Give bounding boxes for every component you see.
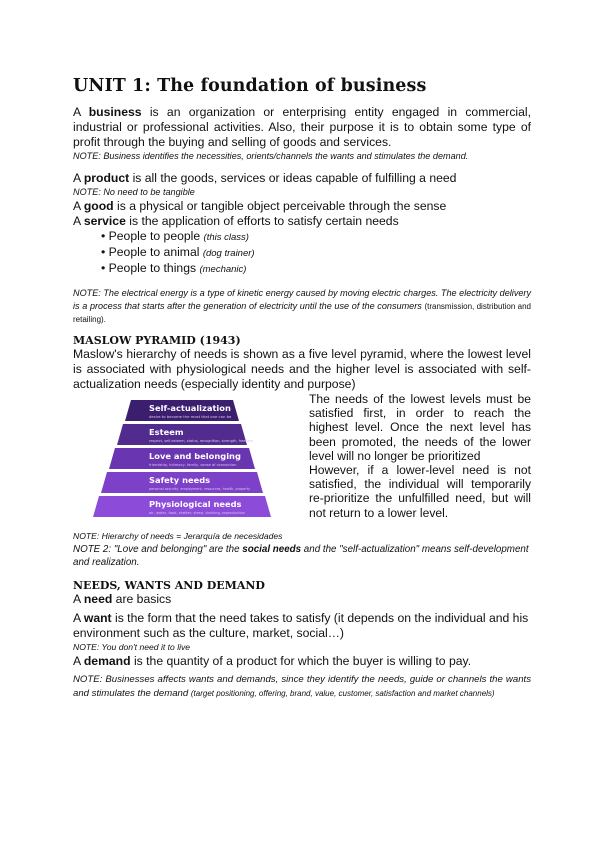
pyramid-label-5: Physiological needs xyxy=(149,499,242,509)
service-definition: A service is the application of efforts to satisfy certain needs xyxy=(73,214,399,228)
note-business: NOTE: Business identifies the necessities, orients/channels the wants and stimulates the demand. xyxy=(73,151,469,161)
term-social-needs: social needs xyxy=(242,543,302,555)
maslow-explanation xyxy=(309,392,531,520)
pyramid-sub-3: friendship, intimacy, family, sense of connection xyxy=(149,463,237,467)
pyramid-label-2: Esteem xyxy=(149,427,184,437)
pyramid-sub-5: air, water, food, shelter, sleep, clothing, reproduction xyxy=(149,511,245,515)
maslow-section xyxy=(73,392,531,520)
maslow-right-para-1: The needs of the lowest levels must be satisfied first, in order to reach the highest level. Once the next level has been promoted, the needs of the lower level will no longer be prioritized xyxy=(309,392,531,463)
note-2: NOTE 2: "Love and belonging" are the social needs and the "self-actualization" means self-development and realization. xyxy=(73,543,529,568)
pyramid-sub-4: personal security, employment, resources, health, property xyxy=(149,487,250,491)
note-final: NOTE: Businesses affects wants and demands, since they identify the needs, guide or channels the wants and stimulates the demand (target positioning, offering, brand, value, customer, satisfaction and market channels) xyxy=(73,673,531,699)
term-want: want xyxy=(83,610,112,625)
need-definition: A need are basics xyxy=(73,591,172,606)
demand-definition: A demand is the quantity of a product for which the buyer is willing to pay. xyxy=(73,653,472,668)
pyramid-graphic xyxy=(73,400,291,518)
document-page xyxy=(73,76,531,701)
note-electricity: NOTE: The electrical energy is a type of kinetic energy caused by moving electric charges. The electricity delivery is a process that starts after the generation of electricity until the use of the consumers (transmission, distribution and retailing). xyxy=(73,288,531,324)
note-hierarchy: NOTE: Hierarchy of needs = Jerarquía de necesidades xyxy=(73,530,283,541)
want-definition: A want is the form that the need takes to satisfy (it depends on the individual and his environment such as the culture, market, social…) xyxy=(73,610,529,640)
good-definition: A good is a physical or tangible object perceivable through the sense xyxy=(73,199,447,213)
maslow-heading: MASLOW PYRAMID (1943) xyxy=(73,334,241,347)
pyramid-label-4: Safety needs xyxy=(149,475,211,485)
pyramid-label-3: Love and belonging xyxy=(149,451,241,461)
service-list xyxy=(73,229,531,277)
pyramid-sub-1: desire to become the most that one can be xyxy=(149,414,232,419)
maslow-right-para-2: However, if a lower-level need is not satisfied, the individual will temporarily re-prioritize the unfulfilled need, but will not return to a lower level. xyxy=(309,463,531,520)
term-service: service xyxy=(83,214,126,228)
business-definition: A business is an organization or enterprising entity engaged in commercial, industrial or professional activities. Also, their purpose it is to obtain some type of profit through the buying and selling of goods and services. xyxy=(73,105,532,149)
maslow-intro: Maslow's hierarchy of needs is shown as a five level pyramid, where the lowest level is associated with physiological needs and the higher level is associated with self-actualization needs (especially identity and purpose) xyxy=(73,347,531,391)
page-title: UNIT 1: The foundation of business xyxy=(73,76,427,96)
list-item: • People to people (this class) xyxy=(101,229,249,243)
maslow-pyramid xyxy=(73,400,291,518)
term-demand: demand xyxy=(83,653,131,668)
note-live: NOTE: You don't need it to live xyxy=(73,641,191,652)
note-tangible: NOTE: No need to be tangible xyxy=(73,187,195,197)
term-good: good xyxy=(83,199,114,213)
term-product: product xyxy=(83,171,130,185)
pyramid-sub-2: respect, self-esteem, status, recognition, strength, freedom xyxy=(149,439,254,443)
list-item: • People to animal (dog trainer) xyxy=(101,245,255,259)
product-definition: A product is all the goods, services or ideas capable of fulfilling a need xyxy=(73,171,457,185)
pyramid-label-1: Self-actualization xyxy=(149,403,231,413)
term-business: business xyxy=(88,105,142,119)
list-item: • People to things (mechanic) xyxy=(101,261,247,275)
term-need: need xyxy=(83,591,113,606)
needs-wants-demand-heading: NEEDS, WANTS AND DEMAND xyxy=(73,578,265,592)
